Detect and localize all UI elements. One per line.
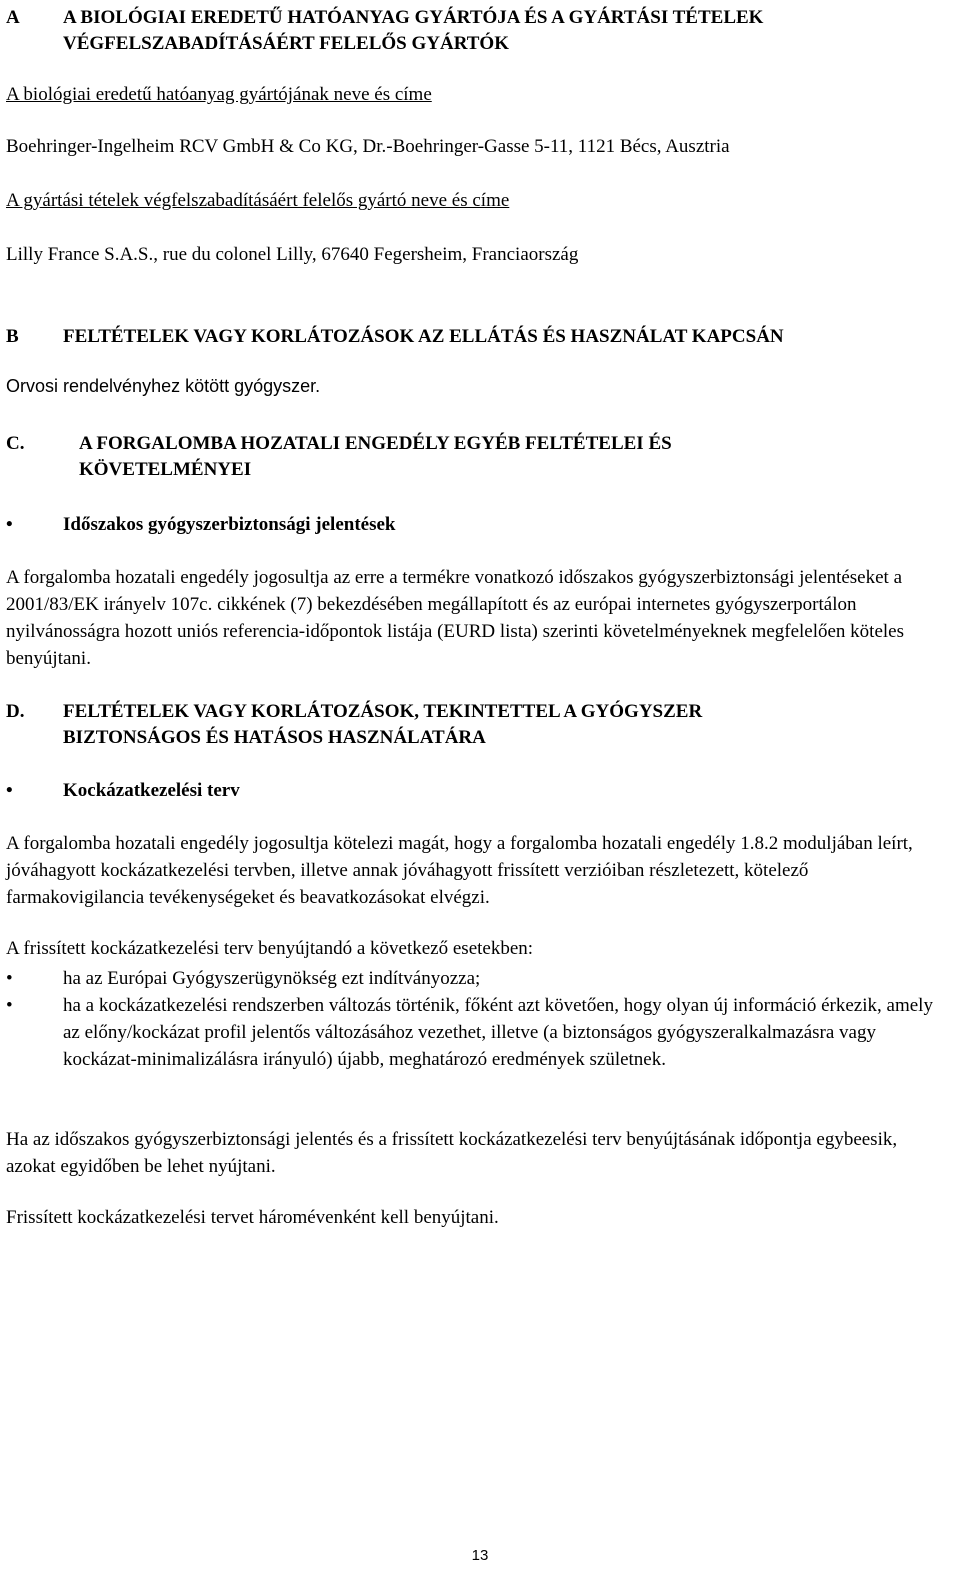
- section-a-title-line2: VÉGFELSZABADÍTÁSÁÉRT FELELŐS GYÁRTÓK: [63, 33, 509, 54]
- section-d-title-line2: BIZTONSÁGOS ÉS HATÁSOS HASZNÁLATÁRA: [63, 727, 486, 748]
- section-c-letter: C.: [6, 433, 25, 454]
- section-b-letter: B: [6, 326, 19, 347]
- rmp-paragraph-4: Frissített kockázatkezelési tervet háromévenként kell benyújtani.: [6, 1207, 499, 1228]
- section-d-title-line1: FELTÉTELEK VAGY KORLÁTOZÁSOK, TEKINTETTEL A GYÓGYSZER: [63, 701, 703, 722]
- rmp-subheading-text: Kockázatkezelési terv: [63, 780, 240, 801]
- batch-release-label: A gyártási tételek végfelszabadításáért felelős gyártó neve és címe: [6, 190, 510, 211]
- bullet: •: [6, 514, 13, 535]
- batch-release-address: Lilly France S.A.S., rue du colonel Lilly, 67640 Fegersheim, Franciaország: [6, 244, 579, 265]
- section-d-letter: D.: [6, 701, 25, 722]
- list-item-text: ha az Európai Gyógyszerügynökség ezt indítványozza;: [63, 968, 481, 989]
- manufacturer-label: A biológiai eredetű hatóanyag gyártójának neve és címe: [6, 84, 432, 105]
- prescription-note: Orvosi rendelvényhez kötött gyógyszer.: [6, 376, 321, 396]
- psur-subheading-text: Időszakos gyógyszerbiztonsági jelentések: [63, 514, 396, 535]
- section-a-title-line1: A BIOLÓGIAI EREDETŰ HATÓANYAG GYÁRTÓJA ÉS A GYÁRTÁSI TÉTELEK: [63, 7, 764, 28]
- rmp-paragraph-1: A forgalomba hozatali engedély jogosultja kötelezi magát, hogy a forgalomba hozatali engedély 1.8.2 moduljában leírt, jóváhagyott kockázatkezelési tervben, illetve annak jóváhagyott frissített verzióiban részletezett, kötelező farmakovigilancia tevékenységeket és beavatkozásokat elvégzi.: [6, 833, 913, 908]
- rmp-paragraph-3: Ha az időszakos gyógyszerbiztonsági jelentés és a frissített kockázatkezelési terv benyújtásának időpontja egybeesik, azokat egyidőben be lehet nyújtani.: [6, 1129, 898, 1177]
- section-a-letter: A: [6, 7, 20, 28]
- bullet: •: [6, 995, 13, 1016]
- section-c-title-line2: KÖVETELMÉNYEI: [79, 459, 252, 480]
- list-item-text: ha a kockázatkezelési rendszerben változás történik, főként azt követően, hogy olyan új információ érkezik, amely az előny/kockázat profil jelentős változásához vezethet, illetve (a biztonságos gyógyszeralkalmazásra vagy kockázat-minimalizálásra irányuló) újabb, meghatározó eredmények születnek.: [63, 995, 933, 1070]
- bullet: •: [6, 968, 13, 989]
- section-b-title: FELTÉTELEK VAGY KORLÁTOZÁSOK AZ ELLÁTÁS ÉS HASZNÁLAT KAPCSÁN: [63, 326, 784, 347]
- manufacturer-address: Boehringer-Ingelheim RCV GmbH & Co KG, Dr.-Boehringer-Gasse 5-11, 1121 Bécs, Ausztria: [6, 136, 730, 157]
- psur-paragraph: A forgalomba hozatali engedély jogosultja az erre a termékre vonatkozó időszakos gyógyszerbiztonsági jelentéseket a 2001/83/EK irányelv 107c. cikkének (7) bekezdésében megállapított és az európai internetes gyógyszerportálon nyilvánosságra hozott uniós referencia-időpontok listája (EURD lista) szerinti követelményeknek megfelelően köteles benyújtani.: [6, 567, 905, 669]
- rmp-paragraph-2-intro: A frissített kockázatkezelési terv benyújtandó a következő esetekben:: [6, 938, 534, 959]
- bullet: •: [6, 780, 13, 801]
- page-number: 13: [471, 1547, 489, 1564]
- section-c-title-line1: A FORGALOMBA HOZATALI ENGEDÉLY EGYÉB FELTÉTELEI ÉS: [79, 433, 672, 454]
